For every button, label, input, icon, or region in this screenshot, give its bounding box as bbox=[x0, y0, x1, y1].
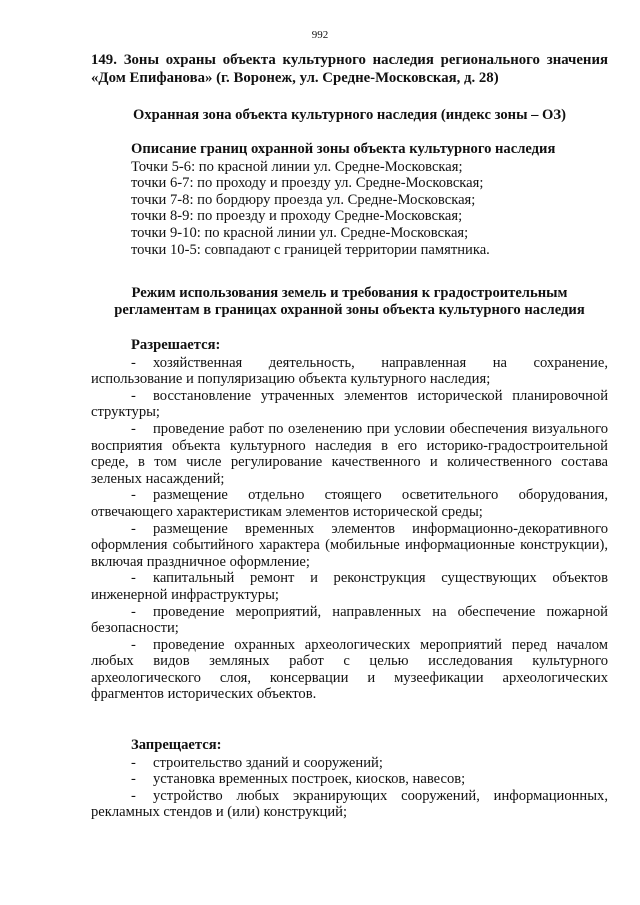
document-title: 149. Зоны охраны объекта культурного наследия регионального значения «Дом Епифанова» (г. Воронеж, ул. Средне-Московская, д. 28) bbox=[91, 52, 608, 86]
allowed-item bbox=[91, 421, 608, 487]
list-dash: - bbox=[131, 420, 136, 437]
allowed-item bbox=[91, 355, 608, 388]
boundary-description bbox=[131, 141, 611, 258]
forbidden-heading: Запрещается: bbox=[131, 737, 222, 753]
list-dash: - bbox=[131, 570, 136, 587]
list-dash: - bbox=[131, 520, 136, 537]
allowed-item-text: капитальный ремонт и реконструкция существующих объектов инженерной инфраструктуры; bbox=[91, 570, 608, 603]
list-dash: - bbox=[131, 771, 136, 788]
allowed-section bbox=[91, 337, 608, 703]
forbidden-item-text: строительство зданий и сооружений; bbox=[153, 754, 383, 771]
regime-heading: Режим использования земель и требования к градостроительным регламентам в границах охранной зоны объекта культурного наследия bbox=[114, 285, 585, 318]
boundary-point: точки 10-5: совпадают с границей территории памятника. bbox=[131, 241, 490, 258]
page-number: 992 bbox=[311, 29, 329, 41]
allowed-item bbox=[91, 604, 608, 637]
allowed-item bbox=[91, 570, 608, 603]
allowed-item bbox=[91, 388, 608, 421]
list-dash: - bbox=[131, 387, 136, 404]
boundary-point: Точки 5-6: по красной линии ул. Средне-Московская; bbox=[131, 158, 463, 175]
allowed-item-text: размещение временных элементов информационно-декоративного оформления событийного характера (мобильные информационные конструкции), включая праздничное оформление; bbox=[91, 520, 608, 570]
boundary-point: точки 7-8: по бордюру проезда ул. Средне-Московская; bbox=[131, 191, 476, 208]
forbidden-item-text: установка временных построек, киосков, навесов; bbox=[153, 771, 466, 788]
list-dash: - bbox=[131, 754, 136, 771]
forbidden-item bbox=[91, 788, 608, 821]
allowed-item bbox=[91, 637, 608, 703]
allowed-item bbox=[91, 487, 608, 520]
boundary-heading: Описание границ охранной зоны объекта культурного наследия bbox=[131, 141, 556, 157]
forbidden-section bbox=[91, 737, 608, 821]
allowed-item-text: размещение отдельно стоящего осветительного оборудования, отвечающего характеристикам элементов исторической среды; bbox=[91, 487, 608, 520]
forbidden-item bbox=[91, 755, 608, 772]
allowed-item-text: проведение мероприятий, направленных на обеспечение пожарной безопасности; bbox=[91, 603, 608, 637]
allowed-item bbox=[91, 521, 608, 571]
forbidden-item bbox=[91, 771, 608, 788]
boundary-point: точки 9-10: по красной линии ул. Средне-Московская; bbox=[131, 224, 469, 241]
list-dash: - bbox=[131, 487, 136, 504]
allowed-item-text: восстановление утраченных элементов исторической планировочной структуры; bbox=[91, 387, 608, 421]
list-dash: - bbox=[131, 354, 136, 371]
boundary-point: точки 8-9: по проезду и проходу Средне-Московская; bbox=[131, 208, 463, 225]
allowed-item-text: проведение работ по озеленению при условии обеспечения визуального восприятия объекта культурного наследия в его историко-градостроительной среде, в том числе регулирование качественного и количественного состава зеленых насаждений; bbox=[91, 420, 608, 487]
allowed-item-text: хозяйственная деятельность, направленная на сохранение, использование и популяризацию объекта культурного наследия; bbox=[91, 354, 608, 388]
allowed-heading: Разрешается: bbox=[131, 337, 221, 353]
list-dash: - bbox=[131, 603, 136, 620]
boundary-point: точки 6-7: по проходу и проезду ул. Средне-Московская; bbox=[131, 175, 484, 192]
list-dash: - bbox=[131, 787, 136, 804]
list-dash: - bbox=[131, 636, 136, 653]
allowed-item-text: проведение охранных археологических мероприятий перед началом любых видов земляных работ с целью исследования культурного археологического слоя, консервации и музеефикации археологических фрагментов исторических объектов. bbox=[91, 636, 608, 703]
zone-heading: Охранная зона объекта культурного наследия (индекс зоны – ОЗ) bbox=[133, 107, 566, 123]
forbidden-item-text: устройство любых экранирующих сооружений, информационных, рекламных стендов и (или) конструкций; bbox=[91, 787, 608, 821]
